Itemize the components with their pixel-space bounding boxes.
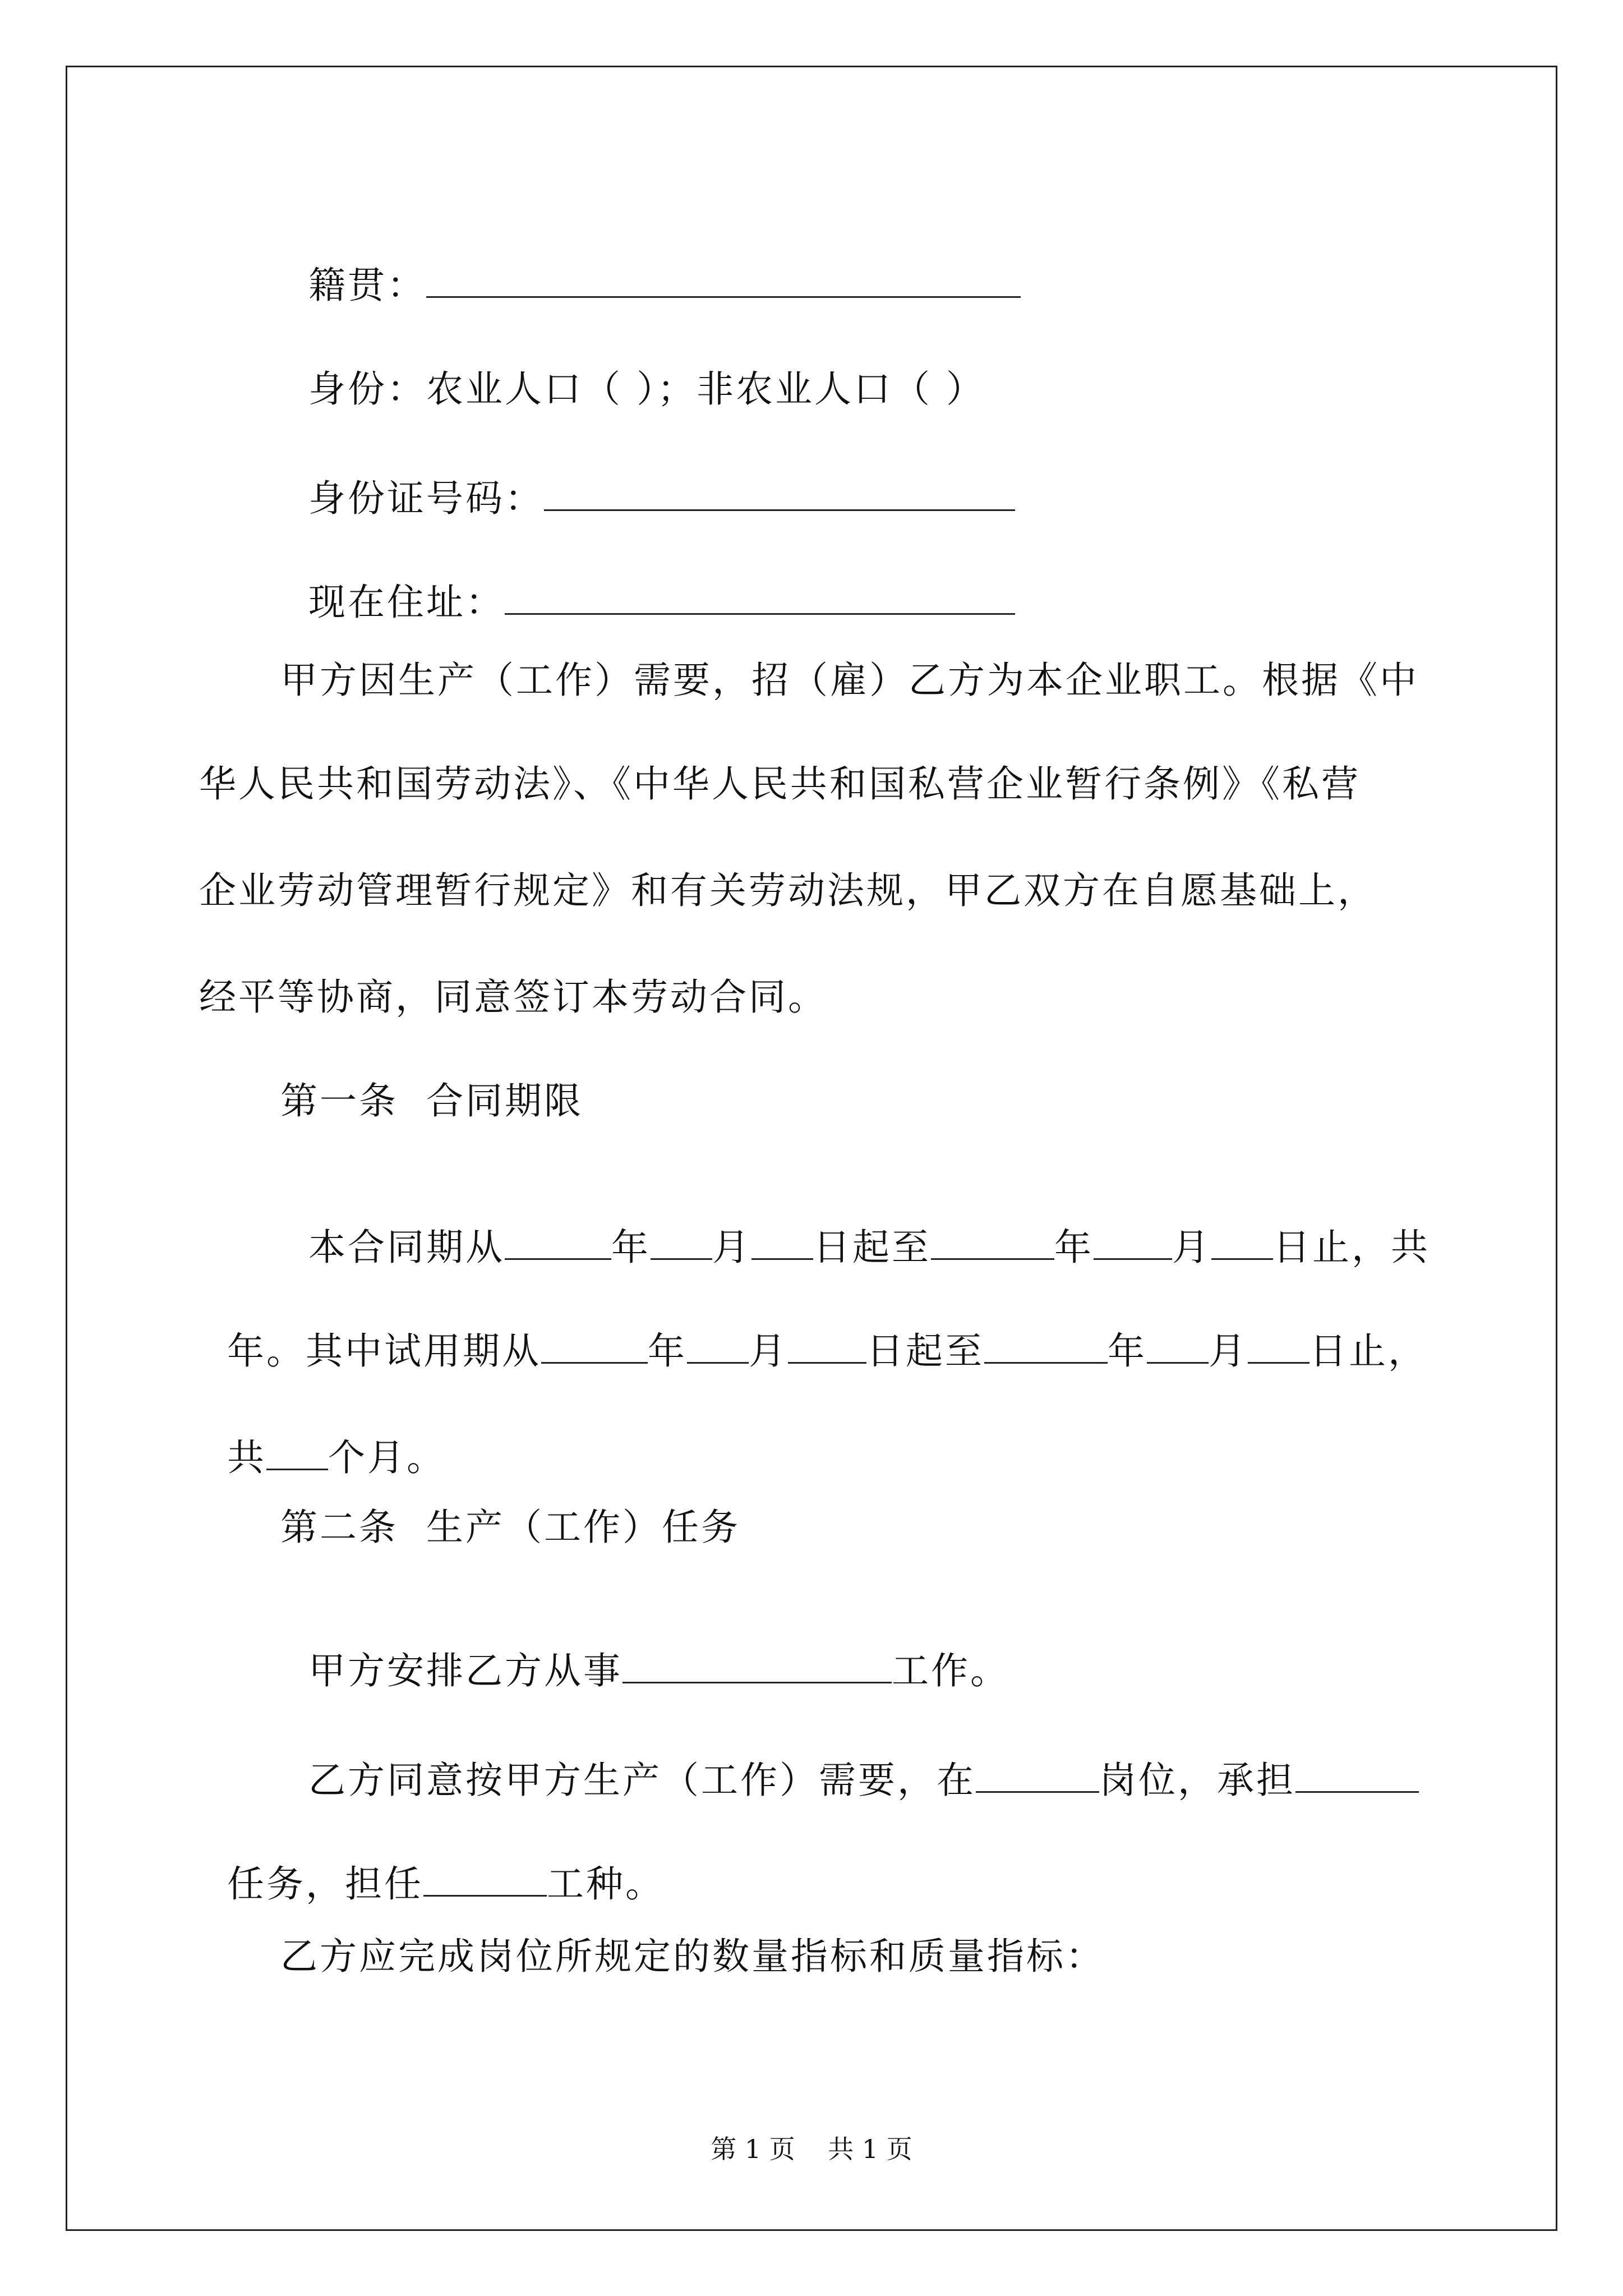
article1-heading: 第一条 合同期限 [280, 1079, 583, 1122]
text: 月 [748, 1329, 788, 1373]
blank [505, 1229, 611, 1260]
blank [1147, 1333, 1209, 1364]
text: 年 [611, 1226, 651, 1269]
blank [1094, 1229, 1172, 1260]
text: 工作。 [891, 1649, 1009, 1692]
article1-line-1 [280, 1192, 1430, 1269]
blank [1248, 1333, 1310, 1364]
native-place-label: 籍贯： [308, 264, 426, 307]
intro-line-1: 甲方因生产（工作）需要，招（雇）乙方为本企业职工。根据《中 [280, 659, 1419, 702]
article2-heading: 第二条 生产（工作）任务 [280, 1506, 740, 1549]
blank [788, 1333, 866, 1364]
text: 日起至 [813, 1226, 931, 1269]
blank [984, 1333, 1108, 1364]
text: 岗位，承担 [1099, 1759, 1295, 1802]
native-place-blank [426, 267, 1021, 298]
job-blank [623, 1653, 892, 1683]
household-status-field [280, 334, 985, 411]
text: 日起至 [866, 1329, 984, 1373]
id-number-blank [544, 480, 1015, 511]
text: 年 [1054, 1226, 1094, 1269]
blank [1211, 1229, 1273, 1260]
blank [266, 1439, 328, 1470]
article2-para-4: 乙方应完成岗位所规定的数量指标和质量指标： [280, 1935, 1105, 1978]
text: 年 [1107, 1329, 1147, 1373]
address-field [280, 547, 1015, 624]
id-number-field [280, 443, 1015, 520]
address-blank [505, 584, 1015, 615]
blank [931, 1229, 1054, 1260]
position-blank [976, 1762, 1099, 1793]
text: 共 [227, 1436, 266, 1479]
article2-para-3 [199, 1829, 665, 1906]
page-number-footer: 第 1 页 共 1 页 [711, 2134, 912, 2164]
text: 年。其中试用期从 [227, 1329, 541, 1373]
intro-line-3: 企业劳动管理暂行规定》和有关劳动法规，甲乙双方在自愿基础上， [199, 869, 1377, 912]
article2-para-1 [280, 1616, 1009, 1690]
text: 乙方同意按甲方生产（工作）需要，在 [308, 1759, 976, 1802]
text: 日止，共 [1272, 1226, 1430, 1269]
text: 工种。 [546, 1862, 665, 1906]
task-blank [1295, 1762, 1419, 1793]
id-number-label: 身份证号码： [308, 477, 544, 520]
text: 日止， [1309, 1329, 1427, 1373]
blank [751, 1229, 813, 1260]
work-type-blank [423, 1866, 547, 1897]
text: 本合同期从 [308, 1226, 505, 1269]
article1-line-2 [199, 1296, 1427, 1373]
text: 年 [647, 1329, 687, 1373]
intro-line-2: 华人民共和国劳动法》、《中华人民共和国私营企业暂行条例》《私营 [199, 762, 1361, 806]
text: 月 [1208, 1329, 1248, 1373]
address-label: 现在住址： [308, 581, 505, 624]
article2-para-2 [280, 1725, 1419, 1802]
article1-line-3 [199, 1402, 446, 1479]
text: 月 [712, 1226, 751, 1269]
text: 个月。 [328, 1436, 446, 1479]
household-status-text: 身份：农业人口（ ）；非农业人口（ ） [308, 367, 985, 411]
text: 月 [1172, 1226, 1211, 1269]
blank [687, 1333, 749, 1364]
blank [541, 1333, 648, 1364]
blank [651, 1229, 712, 1260]
text: 任务，担任 [227, 1862, 423, 1906]
native-place-field [280, 230, 1021, 307]
text: 甲方安排乙方从事 [308, 1649, 623, 1692]
intro-line-4: 经平等协商，同意签订本劳动合同。 [199, 976, 827, 1019]
